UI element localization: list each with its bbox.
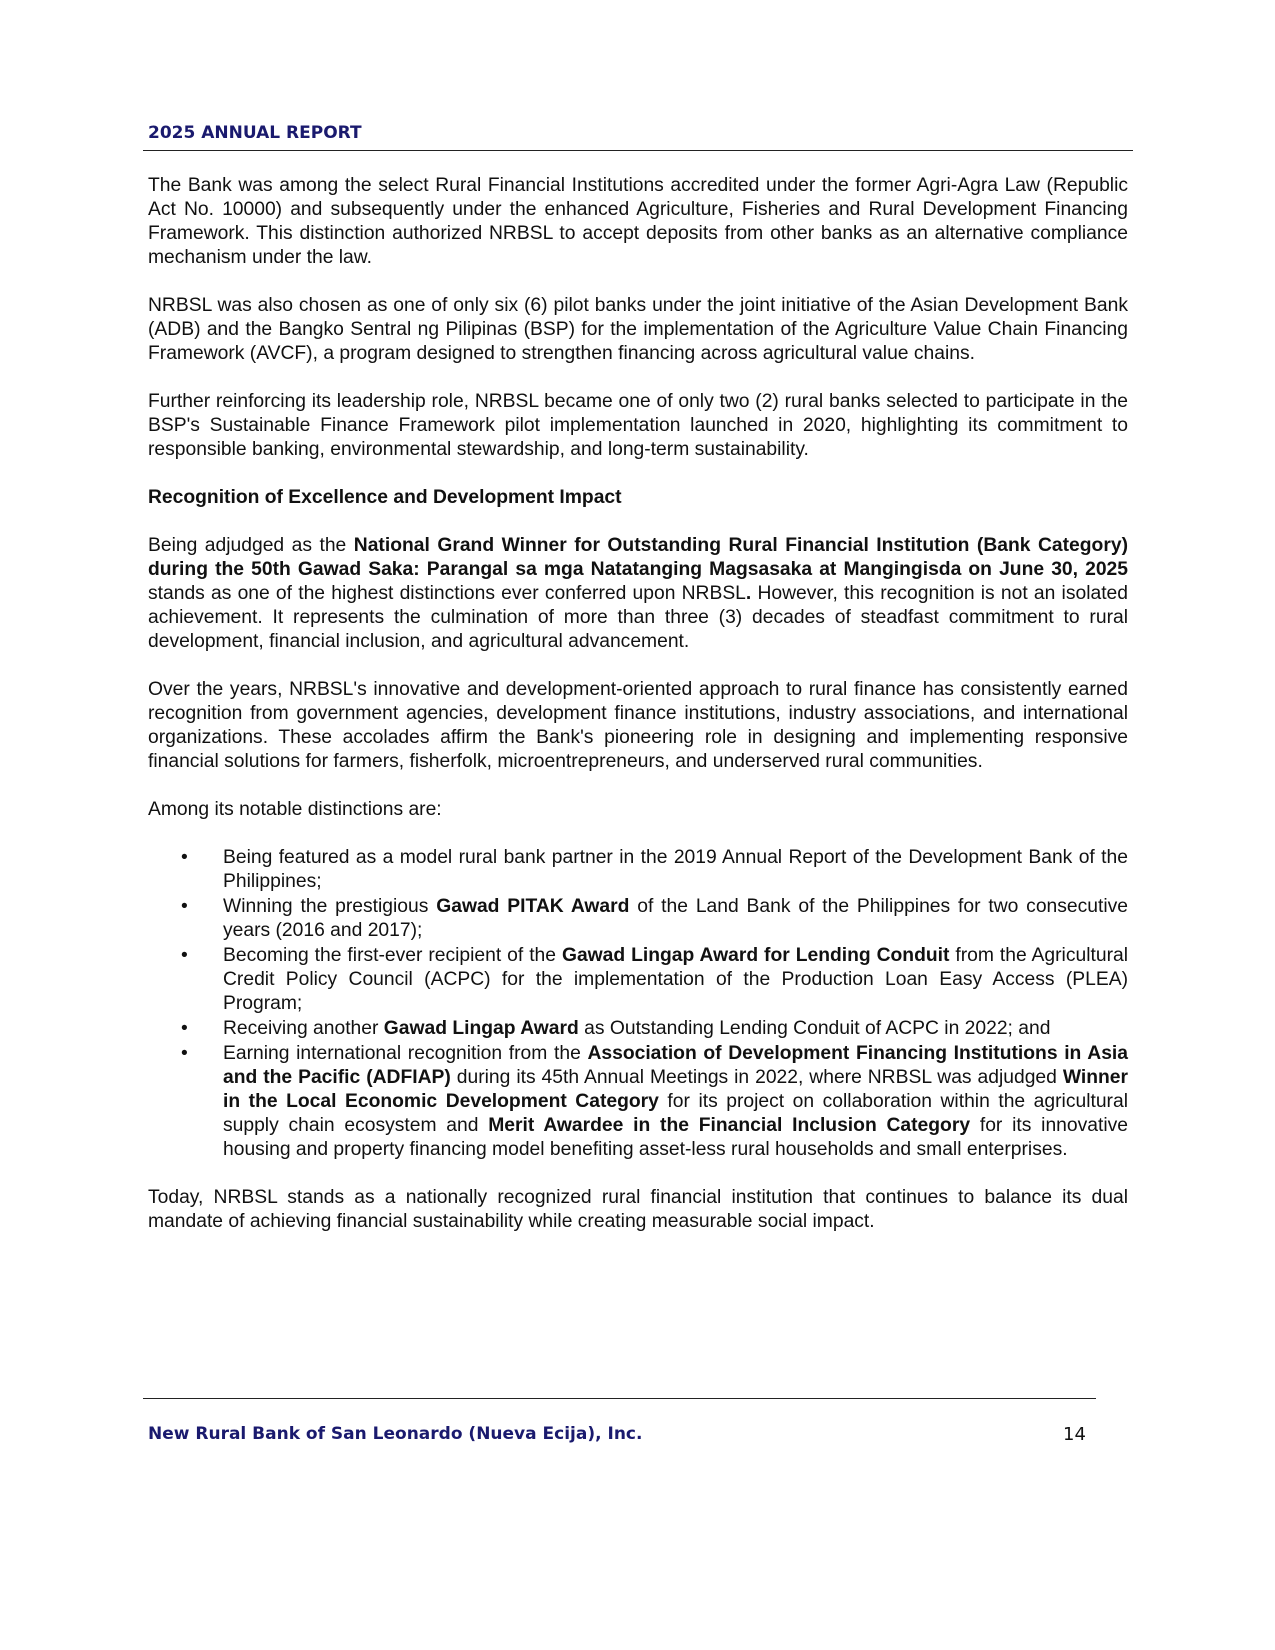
header-divider <box>143 150 1133 151</box>
award-bold-period: . <box>745 583 752 604</box>
footer-divider <box>143 1398 1096 1399</box>
distinction-lead: Becoming the first-ever recipient of the <box>223 945 562 966</box>
paragraph-accreditation: The Bank was among the select Rural Financial Institutions accredited under the former Agri-Agra Law (Republic Act No. 10000) and subsequently under the enhanced Agriculture, Fisheries and Rural Development Financing Framework. This distinction authorized NRBSL to accept deposits from other banks as an alternative compliance mechanism under the law. <box>148 175 1128 268</box>
award-lead-text: Being adjudged as the <box>148 535 354 556</box>
page-body <box>148 174 1128 1258</box>
award-rest-text: However, this recognition is not an isolated achievement. It represents the culmination of more than three (3) decades of steadfast commitment to rural development, financial inclusion, and agricultural advancement. <box>148 583 1129 652</box>
distinction-lead: Earning international recognition from the <box>223 1043 588 1064</box>
paragraph-grand-winner <box>148 534 1128 654</box>
distinction-middle: for its project on collaboration within the agricultural supply chain ecosystem and <box>223 1091 1128 1136</box>
distinction-item <box>148 1042 1128 1162</box>
paragraph-over-the-years: Over the years, NRBSL's innovative and development-oriented approach to rural finance has consistently earned recognition from government agencies, development finance institutions, industry associations, and international organizations. These accolades affirm the Bank's pioneering role in designing and implementing responsive financial solutions for farmers, fisherfolk, microentrepreneurs, and underserved rural communities. <box>148 679 1128 772</box>
distinction-item <box>148 846 1128 894</box>
distinction-bold: Gawad Lingap Award for Lending Conduit <box>561 945 950 966</box>
distinction-bold: Association of Development Financing Institutions in Asia and the Pacific (ADFIAP) <box>223 1043 1128 1088</box>
award-middle-text: stands as one of the highest distinctions ever conferred upon NRBSL <box>148 583 746 604</box>
distinction-bold: Gawad PITAK Award <box>436 896 630 917</box>
distinction-rest: for its innovative housing and property financing model benefiting asset-less rural households and small enterprises. <box>223 1115 1128 1160</box>
distinction-text: Being featured as a model rural bank partner in the 2019 Annual Report of the Development Bank of the Philippines; <box>223 847 1128 892</box>
distinction-lead: Receiving another <box>223 1018 384 1039</box>
bullet-icon: • <box>181 847 188 868</box>
distinctions-list <box>148 846 1128 1162</box>
distinction-item <box>148 1017 1128 1041</box>
paragraph-closing: Today, NRBSL stands as a nationally recognized rural financial institution that continues to balance its dual mandate of achieving financial sustainability while creating measurable social impact. <box>148 1187 1128 1232</box>
distinction-item <box>148 944 1128 1016</box>
distinction-bold: Winner in the Local Economic Development Category <box>223 1067 1128 1112</box>
footer-bank-name: New Rural Bank of San Leonardo (Nueva Ecija), Inc. <box>148 1424 643 1444</box>
distinction-item <box>148 895 1128 943</box>
bullet-icon: • <box>181 1043 188 1064</box>
bullet-icon: • <box>181 896 188 917</box>
paragraph-pilot-banks: NRBSL was also chosen as one of only six (6) pilot banks under the joint initiative of the Asian Development Bank (ADB) and the Bangko Sentral ng Pilipinas (BSP) for the implementation of the Agriculture Value Chain Financing Framework (AVCF), a program designed to strengthen financing across agricultural value chains. <box>148 295 1128 364</box>
distinctions-intro: Among its notable distinctions are: <box>148 799 442 820</box>
report-header-title: 2025 ANNUAL REPORT <box>148 123 362 143</box>
bullet-icon: • <box>181 1018 188 1039</box>
distinction-rest: of the Land Bank of the Philippines for two consecutive years (2016 and 2017); <box>223 896 1129 941</box>
distinction-rest: as Outstanding Lending Conduit of ACPC in 2022; and <box>578 1018 1051 1039</box>
award-title-bold: National Grand Winner for Outstanding Rural Financial Institution (Bank Category) during the 50th Gawad Saka: Parangal sa mga Natatanging Magsasaka at Mangingisda on June 30, 2025 <box>148 535 1128 580</box>
distinction-bold: Gawad Lingap Award <box>383 1018 579 1039</box>
distinction-middle: during its 45th Annual Meetings in 2022, where NRBSL was adjudged <box>450 1067 1063 1088</box>
bullet-icon: • <box>181 945 188 966</box>
distinction-lead: Winning the prestigious <box>223 896 437 917</box>
paragraph-sustainable-finance: Further reinforcing its leadership role, NRBSL became one of only two (2) rural banks selected to participate in the BSP's Sustainable Finance Framework pilot implementation launched in 2020, highlighting its commitment to responsible banking, environmental stewardship, and long-term sustainability. <box>148 391 1128 460</box>
distinction-rest: from the Agricultural Credit Policy Council (ACPC) for the implementation of the Production Loan Easy Access (PLEA) Program; <box>223 945 1128 1014</box>
section-heading: Recognition of Excellence and Development Impact <box>148 487 622 508</box>
distinction-bold: Merit Awardee in the Financial Inclusion Category <box>488 1115 971 1136</box>
page-number: 14 <box>1063 1424 1086 1445</box>
